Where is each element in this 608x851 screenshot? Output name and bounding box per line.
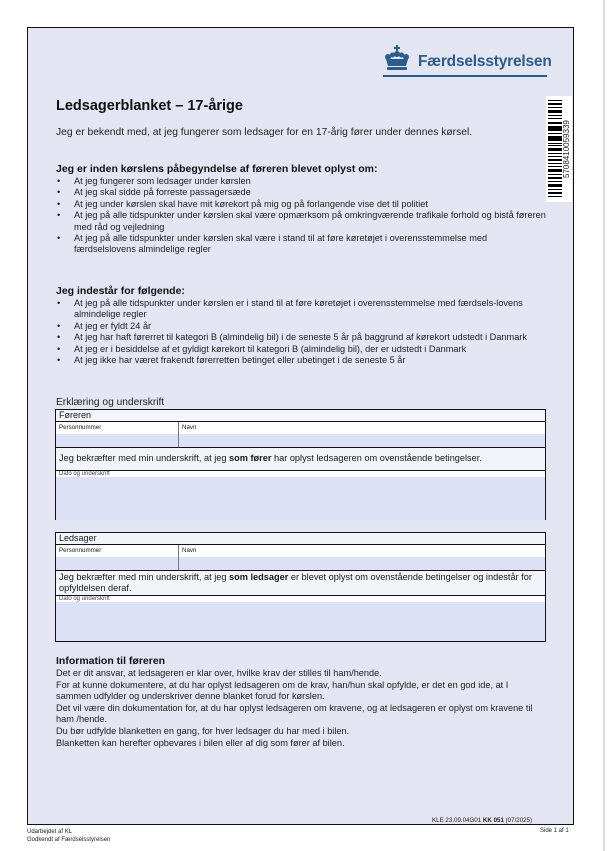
list-item: • At jeg har haft førerret til kategori B (almindelig bil) i de seneste 5 år på baggrund af kørekort udstedt i Danmark <box>56 332 546 343</box>
form-code-post: (07/2025) <box>503 817 533 824</box>
driver-fields <box>56 422 545 448</box>
companion-navn-label: Navn <box>179 545 545 557</box>
companion-navn-input[interactable] <box>179 557 545 570</box>
driver-confirm-pre: Jeg bekræfter med min underskrift, at jeg <box>59 453 230 464</box>
driver-navn-input[interactable] <box>179 434 545 447</box>
form-code-pre: KLE 23.09.04G01 <box>432 817 483 824</box>
info-section <box>56 655 546 749</box>
driver-signature-field <box>56 471 545 520</box>
list-item: • At jeg er i besiddelse af et gyldigt kørekort til kategori B (almindelig bil), der er udstedt i Danmark <box>56 344 546 355</box>
companion-signature-field <box>56 596 545 641</box>
companion-signature-input[interactable] <box>56 602 545 641</box>
form-code <box>432 817 532 824</box>
companion-confirm-pre: Jeg bekræfter med min underskrift, at jeg <box>59 571 230 582</box>
driver-personnummer-input[interactable] <box>56 434 178 447</box>
driver-personnummer-label: Personnummer <box>56 422 178 434</box>
crown-icon <box>382 44 412 74</box>
made-by-text: Udarbejdet af KL <box>27 829 73 835</box>
list-item: • At jeg ikke har været frakendt førerretten betinget eller ubetinget i de seneste 5 år <box>56 355 546 366</box>
info-paragraph: Det er dit ansvar, at ledsageren er klar over, hvilke krav der stilles til ham/hende. <box>56 668 382 678</box>
approved-by-text: Godkendt af Færdselsstyrelsen <box>27 837 111 843</box>
list-item: • At jeg på alle tidspunkter under kørslen skal være i stand til at føre køretøjet i overensstemmelse med færdselslovens almindelige regler <box>56 233 546 256</box>
companion-navn-field <box>179 545 545 570</box>
companion-form <box>55 532 546 642</box>
informed-list <box>56 176 546 256</box>
page-title: Ledsagerblanket – 17-årige <box>56 98 243 114</box>
companion-signature-label: Dato og underskrift <box>56 596 545 602</box>
barcode-bars-icon <box>548 98 562 200</box>
companion-personnummer-label: Personnummer <box>56 545 178 557</box>
page-number: Side 1 af 1 <box>540 828 569 834</box>
section-informed-heading: Jeg er inden kørslens påbegyndelse af føreren blevet oplyst om: <box>56 163 378 175</box>
declaration-heading: Erklæring og underskrift <box>56 397 165 408</box>
guarantee-list <box>56 298 546 366</box>
section-informed <box>56 163 546 256</box>
companion-personnummer-input[interactable] <box>56 557 178 570</box>
driver-personnummer-field <box>56 422 179 447</box>
form-code-bold: KK 051 <box>482 817 504 824</box>
companion-personnummer-field <box>56 545 179 570</box>
driver-confirmation <box>56 448 545 471</box>
info-paragraph: For at kunne dokumentere, at du har oplyst ledsageren om de krav, han/hun skal opfylde, er det en god ide, at I sammen udfylder og underskriver denne blanket forud for kørslen. <box>56 679 509 702</box>
barcode <box>546 96 572 202</box>
section-guarantee-heading: Jeg indestår for følgende: <box>56 285 185 297</box>
driver-confirm-bold: som fører <box>229 453 272 464</box>
logo-underline <box>383 75 547 77</box>
driver-confirm-post: har oplyst ledsageren om ovenstående betingelser. <box>271 453 482 464</box>
driver-signature-label: Dato og underskrift <box>56 471 545 477</box>
companion-confirm-bold: som ledsager <box>229 571 289 582</box>
companion-fields <box>56 545 545 571</box>
companion-header: Ledsager <box>56 533 545 545</box>
companion-confirm-post: er blevet oplyst om ovenstående betingelser og indestår for opfyldelsen deraf. <box>59 571 532 593</box>
info-paragraph: Blanketten kan herefter opbevares i bilen eller af dig som fører af bilen. <box>56 737 345 748</box>
list-item: • At jeg er fyldt 24 år <box>56 321 546 332</box>
list-item: • At jeg på alle tidspunkter under kørslen skal være opmærksom på omkringværende trafikale forhold og bistå føreren med råd og vejledning <box>56 210 546 233</box>
companion-confirmation <box>56 571 545 596</box>
scrollbar[interactable] <box>603 0 605 851</box>
section-guarantee <box>56 285 546 366</box>
list-item: • At jeg på alle tidspunkter under kørslen er i stand til at føre køretøjet i overensstemmelse med færdsels-lovens almindelige regler <box>56 298 546 321</box>
info-paragraph: Du bør udfylde blanketten en gang, for hver ledsager du har med i bilen. <box>56 725 350 736</box>
barcode-number: 5708410059339 <box>562 120 571 178</box>
agency-logo <box>382 44 552 78</box>
driver-signature-input[interactable] <box>56 477 545 520</box>
driver-navn-label: Navn <box>179 422 545 434</box>
driver-navn-field <box>179 422 545 447</box>
list-item: • At jeg skal sidde på forreste passagersæde <box>56 187 546 198</box>
brand-name: Færdselsstyrelsen <box>418 53 552 70</box>
footer-credits <box>27 828 110 844</box>
driver-header: Føreren <box>56 410 545 422</box>
list-item: • At jeg under kørslen skal have mit kørekort på mig og på forlangende vise det til politiet <box>56 199 546 210</box>
driver-form <box>55 409 546 520</box>
intro-text: Jeg er bekendt med, at jeg fungerer som ledsager for en 17-årig fører under dennes kørsel. <box>56 127 473 138</box>
info-paragraph: Det vil være din dokumentation for, at du har oplyst ledsageren om kravene, og at ledsageren er oplyst om kravene til ham /hende. <box>56 702 533 725</box>
list-item: • At jeg fungerer som ledsager under kørslen <box>56 176 546 187</box>
info-heading: Information til føreren <box>56 655 166 667</box>
